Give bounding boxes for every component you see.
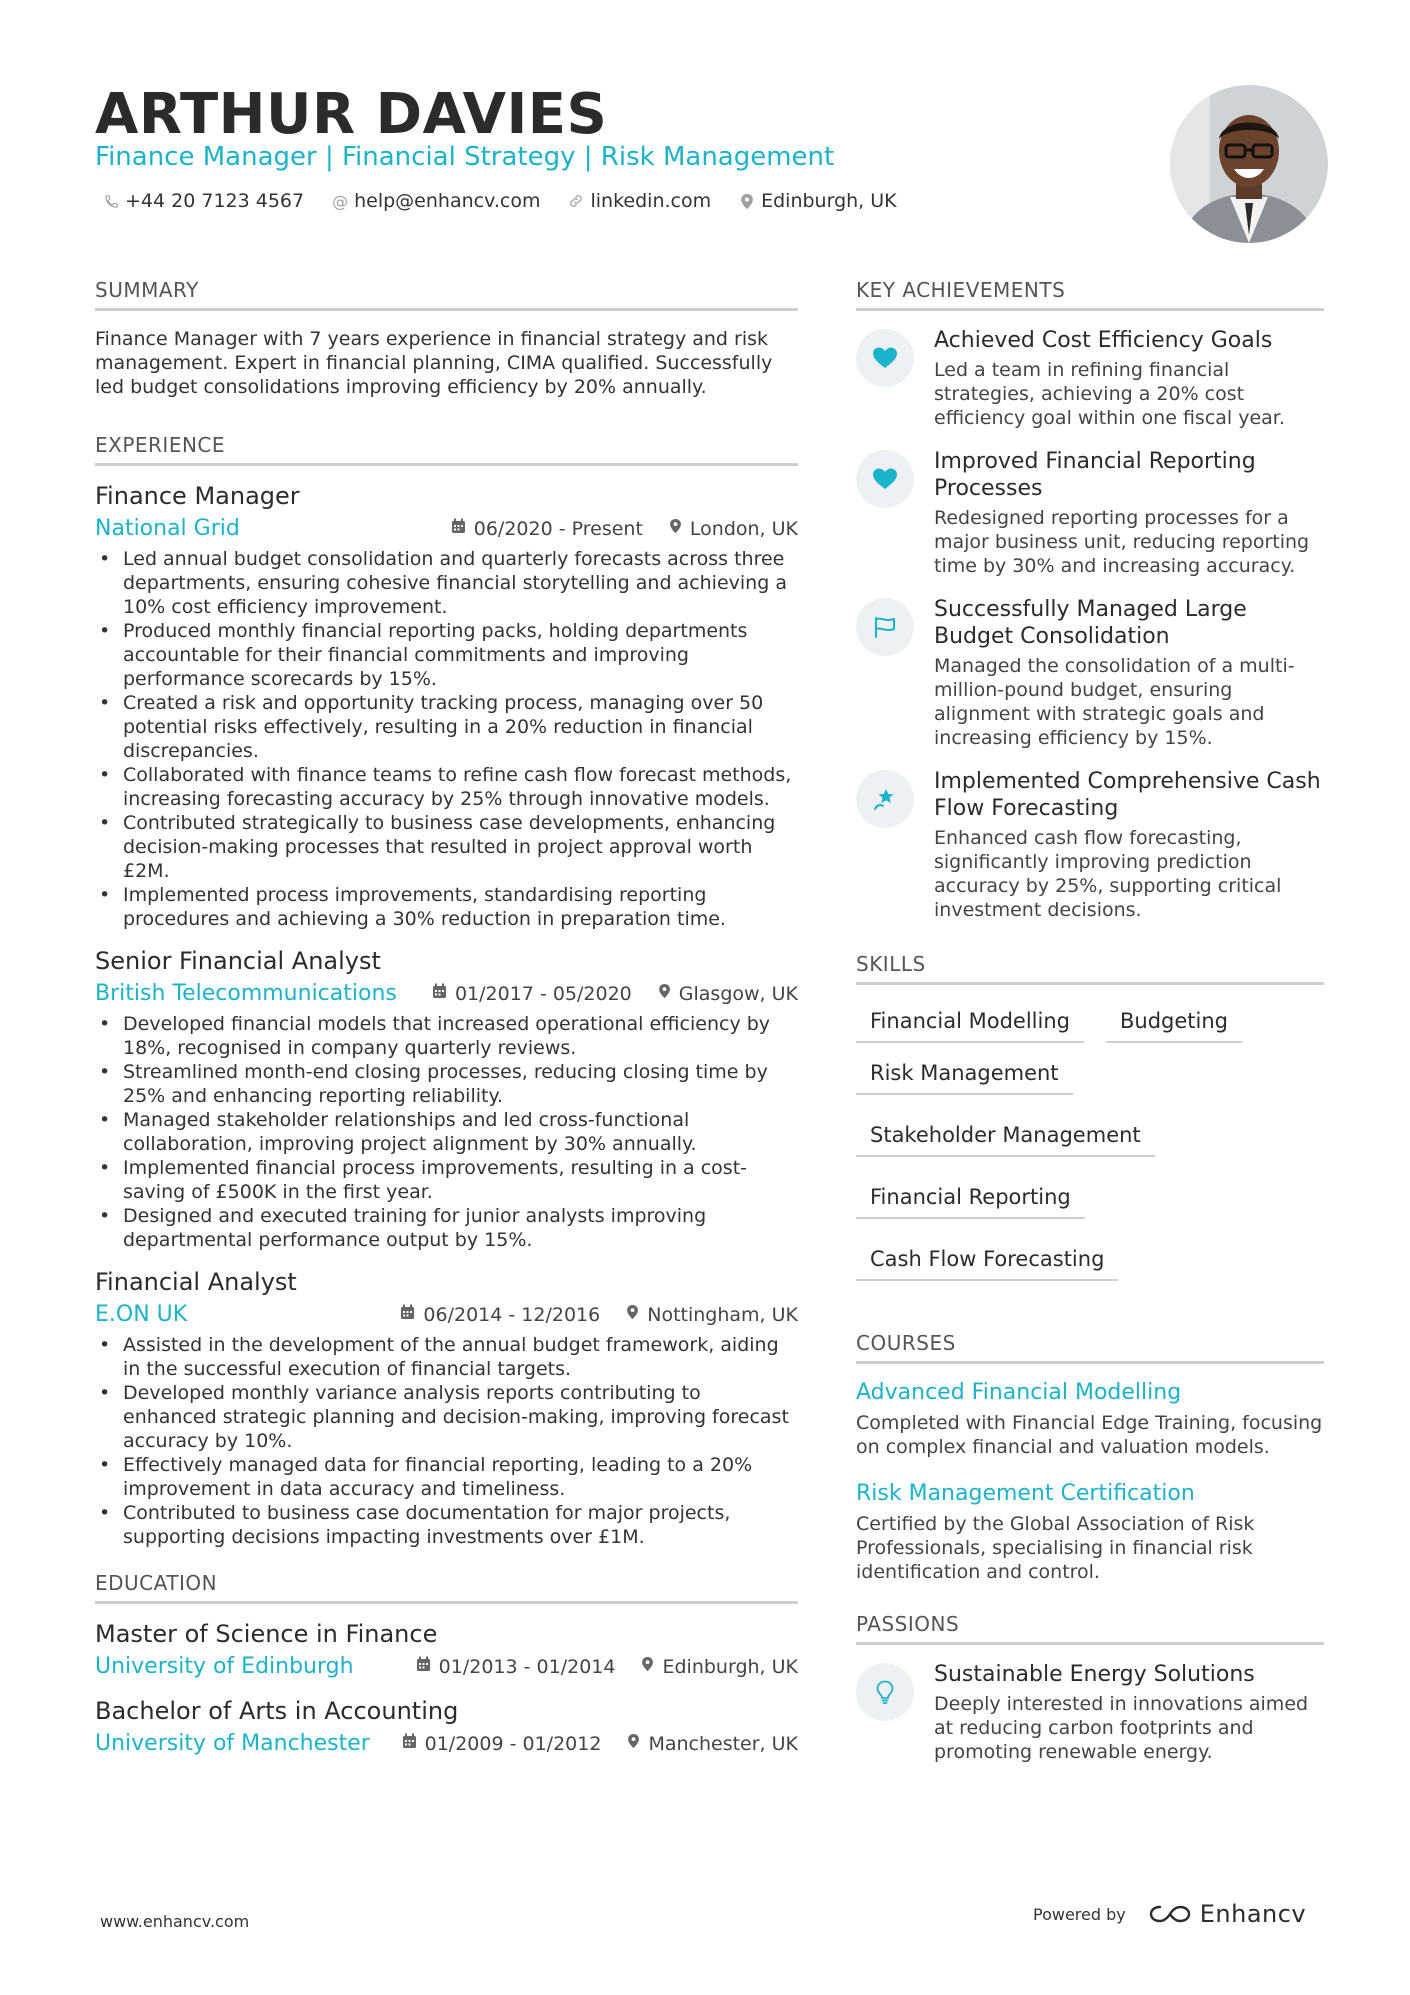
course-desc: Certified by the Global Association of Risk Professionals, specialising in financial risk identification and control.: [856, 1513, 1255, 1583]
calendar-icon: [451, 518, 466, 539]
education-meta: [95, 1731, 798, 1756]
section-title-courses: COURSES: [856, 1331, 1324, 1364]
job-location-text: Nottingham, UK: [647, 1303, 798, 1326]
school-name: University of Edinburgh: [95, 1654, 354, 1679]
job-dates-location: [432, 983, 798, 1005]
contact-location: [739, 190, 897, 212]
education-dates-location: [402, 1733, 798, 1755]
job-bullet: • Effectively managed data for financial reporting, leading to a 20% improvement in data accuracy and timeliness.: [95, 1453, 798, 1501]
job-location: [658, 983, 798, 1005]
right-column: [856, 278, 1324, 1782]
passion-desc: Deeply interested in innovations aimed at reducing carbon footprints and promoting renewable energy.: [934, 1693, 1309, 1763]
job-bullet: • Managed stakeholder relationships and led cross-functional collaboration, improving project alignment by 30% annually.: [95, 1108, 798, 1156]
achievement-title: Implemented Comprehensive Cash Flow Forecasting: [934, 769, 1321, 821]
summary-section: [95, 278, 798, 399]
achievement-body: [934, 596, 1324, 750]
section-title-skills: SKILLS: [856, 952, 1324, 985]
degree-title: Bachelor of Arts in Accounting: [95, 1697, 459, 1725]
job-location: [669, 518, 798, 540]
job-title: Finance Manager: [95, 482, 300, 510]
achievements-section: [856, 278, 1324, 922]
location-pin-icon: [626, 1304, 639, 1325]
experience-item: [95, 482, 798, 931]
phone-text: +44 20 7123 4567: [125, 190, 305, 212]
experience-section: [95, 433, 798, 1549]
contact-bar: [103, 190, 897, 212]
course-item: [856, 1481, 1324, 1584]
achievement-title: Improved Financial Reporting Processes: [934, 449, 1256, 501]
education-dates-text: 01/2009 - 01/2012: [424, 1732, 602, 1755]
job-bullet: • Contributed strategically to business case developments, enhancing decision-making processes that resulted in project approval worth £2M.: [95, 811, 798, 883]
achievement-desc: Led a team in refining financial strategies, achieving a 20% cost efficiency goal within one fiscal year.: [934, 359, 1285, 429]
course-item: [856, 1380, 1324, 1459]
heart-icon: [856, 329, 914, 387]
company-name: National Grid: [95, 516, 240, 541]
job-bullets: [95, 1333, 798, 1549]
job-bullet: • Developed financial models that increased operational efficiency by 18%, recognised in company quarterly reviews.: [95, 1012, 798, 1060]
education-item: [95, 1620, 798, 1679]
job-title: Financial Analyst: [95, 1268, 297, 1296]
calendar-icon: [432, 983, 447, 1004]
location-pin-icon: [739, 193, 755, 210]
summary-text: Finance Manager with 7 years experience in financial strategy and risk management. Expert in financial planning, CIMA qualified. Successfully led budget consolidations improving efficiency by 20% annually.: [95, 328, 773, 398]
job-dates: [451, 518, 643, 540]
flag-icon: [856, 598, 914, 656]
location-pin-icon: [627, 1733, 640, 1754]
job-bullet: • Implemented process improvements, standardising reporting procedures and achieving a 30% reduction in preparation time.: [95, 883, 798, 931]
calendar-icon: [416, 1656, 431, 1677]
job-dates-text: 01/2017 - 05/2020: [454, 982, 632, 1005]
email-text[interactable]: help@enhancv.com: [354, 190, 541, 212]
achievement-item: [856, 327, 1324, 430]
skill-tag: Financial Reporting: [856, 1177, 1085, 1219]
achievement-desc: Enhanced cash flow forecasting, significantly improving prediction accuracy by 25%, supporting critical investment decisions.: [934, 827, 1282, 921]
star-hand-icon: [856, 770, 914, 828]
company-name: E.ON UK: [95, 1302, 188, 1327]
education-meta: [95, 1654, 798, 1679]
job-dates-location: [400, 1304, 798, 1326]
skills-section: [856, 952, 1324, 1281]
education-item: [95, 1697, 798, 1756]
job-title: Senior Financial Analyst: [95, 947, 381, 975]
education-location-text: Manchester, UK: [648, 1732, 798, 1755]
job-bullet: • Produced monthly financial reporting packs, holding departments accountable for their financial commitments and improving performance scorecards by 15%.: [95, 619, 798, 691]
job-dates: [432, 983, 632, 1005]
section-title-achievements: KEY ACHIEVEMENTS: [856, 278, 1324, 311]
achievement-body: [934, 768, 1324, 922]
section-title-summary: SUMMARY: [95, 278, 798, 311]
job-meta: [95, 981, 798, 1006]
contact-email[interactable]: [332, 190, 540, 212]
section-title-education: EDUCATION: [95, 1571, 798, 1604]
achievement-item: [856, 448, 1324, 578]
at-icon: @: [332, 191, 349, 211]
education-dates: [402, 1733, 602, 1755]
achievement-item: [856, 596, 1324, 750]
job-bullet: • Assisted in the development of the annual budget framework, aiding in the successful execution of financial targets.: [95, 1333, 798, 1381]
company-name: British Telecommunications: [95, 981, 397, 1006]
location-pin-icon: [658, 983, 671, 1004]
skill-tag: Budgeting: [1106, 1001, 1242, 1043]
job-bullet: • Designed and executed training for junior analysts improving departmental performance output by 15%.: [95, 1204, 798, 1252]
lightbulb-icon: [856, 1663, 914, 1721]
job-location-text: Glasgow, UK: [678, 982, 798, 1005]
calendar-icon: [400, 1304, 415, 1325]
job-meta: [95, 516, 798, 541]
location-pin-icon: [641, 1656, 654, 1677]
left-column: [95, 278, 798, 1770]
job-meta: [95, 1302, 798, 1327]
course-desc: Completed with Financial Edge Training, focusing on complex financial and valuation models.: [856, 1412, 1323, 1458]
link-icon: [568, 193, 584, 209]
job-dates: [400, 1304, 600, 1326]
job-location-text: London, UK: [689, 517, 798, 540]
education-dates-text: 01/2013 - 01/2014: [438, 1655, 616, 1678]
education-section: [95, 1571, 798, 1756]
achievement-body: [934, 327, 1324, 430]
skills-list: [856, 1001, 1324, 1281]
profile-photo: [1170, 85, 1328, 243]
courses-section: [856, 1331, 1324, 1584]
achievement-body: [934, 448, 1324, 578]
candidate-name: ARTHUR DAVIES: [95, 82, 608, 147]
brand-name: Enhancv: [1199, 1900, 1307, 1928]
location-pin-icon: [669, 518, 682, 539]
linkedin-text[interactable]: linkedin.com: [590, 190, 712, 212]
job-dates-text: 06/2014 - 12/2016: [423, 1303, 601, 1326]
passions-section: [856, 1612, 1324, 1764]
job-bullet: • Streamlined month-end closing processes, reducing closing time by 25% and enhancing reporting reliability.: [95, 1060, 798, 1108]
heart-icon: [856, 450, 914, 508]
degree-title: Master of Science in Finance: [95, 1620, 438, 1648]
calendar-icon: [402, 1733, 417, 1754]
footer-branding: [1033, 1900, 1306, 1928]
job-bullet: • Led annual budget consolidation and quarterly forecasts across three departments, ensuring cohesive financial storytelling and achieving a 10% cost efficiency improvement.: [95, 547, 798, 619]
job-dates-location: [451, 518, 798, 540]
education-dates: [416, 1656, 616, 1678]
skill-tag: Financial Modelling: [856, 1001, 1084, 1043]
passion-title: Sustainable Energy Solutions: [934, 1662, 1255, 1687]
experience-item: [95, 1268, 798, 1549]
achievement-title: Achieved Cost Efficiency Goals: [934, 328, 1273, 353]
achievement-desc: Managed the consolidation of a multi-million-pound budget, ensuring alignment with strategic goals and increasing efficiency by 15%.: [934, 655, 1295, 749]
contact-phone: [103, 190, 304, 212]
achievement-item: [856, 768, 1324, 922]
powered-by-label: Powered by: [1033, 1904, 1126, 1924]
job-bullet: • Implemented financial process improvements, resulting in a cost-saving of £500K in the first year.: [95, 1156, 798, 1204]
education-location: [627, 1733, 798, 1755]
job-bullet: • Collaborated with finance teams to refine cash flow forecast methods, increasing forecasting accuracy by 25% through innovative models.: [95, 763, 798, 811]
education-location-text: Edinburgh, UK: [662, 1655, 798, 1678]
job-bullet: • Developed monthly variance analysis reports contributing to enhanced strategic planning and decision-making, improving forecast accuracy by 10%.: [95, 1381, 798, 1453]
section-title-passions: PASSIONS: [856, 1612, 1324, 1645]
education-dates-location: [416, 1656, 798, 1678]
school-name: University of Manchester: [95, 1731, 370, 1756]
course-title: Risk Management Certification: [856, 1481, 1195, 1506]
skill-tag: Stakeholder Management: [856, 1115, 1155, 1157]
section-title-experience: EXPERIENCE: [95, 433, 798, 466]
location-text: Edinburgh, UK: [761, 190, 897, 212]
job-bullets: [95, 547, 798, 931]
education-location: [641, 1656, 798, 1678]
course-title: Advanced Financial Modelling: [856, 1380, 1182, 1405]
enhancv-logo[interactable]: [1148, 1900, 1306, 1928]
passion-body: [934, 1661, 1324, 1764]
contact-linkedin[interactable]: [568, 190, 711, 212]
skill-tag: Risk Management: [856, 1053, 1073, 1095]
passion-item: [856, 1661, 1324, 1764]
achievement-title: Successfully Managed Large Budget Consolidation: [934, 597, 1247, 649]
footer-website[interactable]: www.enhancv.com: [100, 1912, 250, 1931]
job-bullet: • Contributed to business case documentation for major projects, supporting decisions impacting investments over £1M.: [95, 1501, 798, 1549]
job-dates-text: 06/2020 - Present: [473, 517, 643, 540]
achievement-desc: Redesigned reporting processes for a major business unit, reducing reporting time by 30% and increasing accuracy.: [934, 507, 1310, 577]
job-bullets: [95, 1012, 798, 1252]
phone-icon: [103, 194, 119, 209]
candidate-title: Finance Manager | Financial Strategy | Risk Management: [95, 142, 835, 172]
job-location: [626, 1304, 798, 1326]
experience-item: [95, 947, 798, 1252]
skill-tag: Cash Flow Forecasting: [856, 1239, 1118, 1281]
job-bullet: • Created a risk and opportunity tracking process, managing over 50 potential risks effectively, resulting in a 20% reduction in financial discrepancies.: [95, 691, 798, 763]
